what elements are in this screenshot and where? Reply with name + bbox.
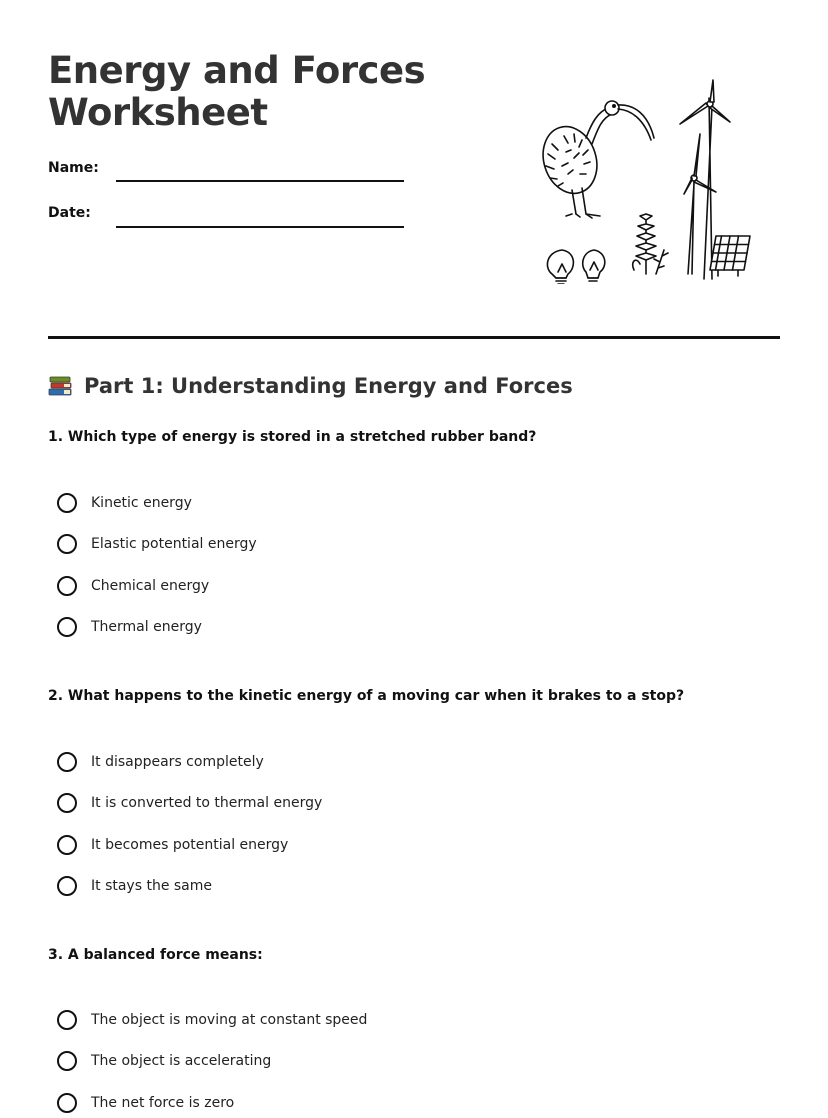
option-label: Chemical energy [91, 578, 210, 594]
q1-option-3[interactable] [57, 573, 209, 599]
q2-option-4[interactable] [57, 873, 212, 899]
option-label: The object is accelerating [91, 1053, 272, 1069]
q1-option-4[interactable] [57, 614, 202, 640]
section-heading-text: Part 1: Understanding Energy and Forces [84, 374, 573, 398]
question-2: 2. What happens to the kinetic energy of a moving car when it brakes to a stop? [48, 688, 685, 704]
question-3: 3. A balanced force means: [48, 947, 263, 963]
option-label: The net force is zero [91, 1095, 235, 1111]
radio-button[interactable] [57, 876, 77, 896]
section-divider [48, 336, 780, 339]
q1-option-1[interactable] [57, 490, 192, 516]
radio-button[interactable] [57, 793, 77, 813]
radio-button[interactable] [57, 534, 77, 554]
date-label: Date: [48, 205, 91, 221]
q3-option-3[interactable] [57, 1090, 234, 1116]
q3-option-1[interactable] [57, 1007, 367, 1033]
radio-button[interactable] [57, 1093, 77, 1113]
q2-option-3[interactable] [57, 832, 288, 858]
option-label: It is converted to thermal energy [91, 795, 323, 811]
name-field[interactable] [116, 180, 404, 182]
q3-option-2[interactable] [57, 1048, 271, 1074]
section-heading [48, 374, 573, 398]
solar-panel-icon [710, 236, 750, 276]
option-label: It disappears completely [91, 754, 264, 770]
radio-button[interactable] [57, 835, 77, 855]
option-label: It becomes potential energy [91, 837, 289, 853]
option-label: The object is moving at constant speed [91, 1012, 368, 1028]
option-label: Elastic potential energy [91, 536, 257, 552]
radio-button[interactable] [57, 493, 77, 513]
title-line-2: Worksheet [48, 91, 268, 134]
question-1: 1. Which type of energy is stored in a stretched rubber band? [48, 429, 537, 445]
title-line-1: Energy and Forces [48, 49, 426, 92]
books-icon [48, 374, 74, 398]
radio-button[interactable] [57, 752, 77, 772]
q2-option-1[interactable] [57, 749, 264, 775]
option-label: It stays the same [91, 878, 213, 894]
name-label: Name: [48, 160, 99, 176]
ibis-bird-icon [536, 101, 654, 218]
q2-option-2[interactable] [57, 790, 322, 816]
radio-button[interactable] [57, 1010, 77, 1030]
plant-icon [633, 214, 668, 274]
option-label: Kinetic energy [91, 495, 192, 511]
worksheet-title [48, 50, 425, 134]
date-field[interactable] [116, 226, 404, 228]
energy-illustration [536, 74, 764, 284]
q1-option-2[interactable] [57, 531, 257, 557]
radio-button[interactable] [57, 1051, 77, 1071]
radio-button[interactable] [57, 617, 77, 637]
radio-button[interactable] [57, 576, 77, 596]
option-label: Thermal energy [91, 619, 202, 635]
lightbulb-icon [547, 250, 604, 284]
